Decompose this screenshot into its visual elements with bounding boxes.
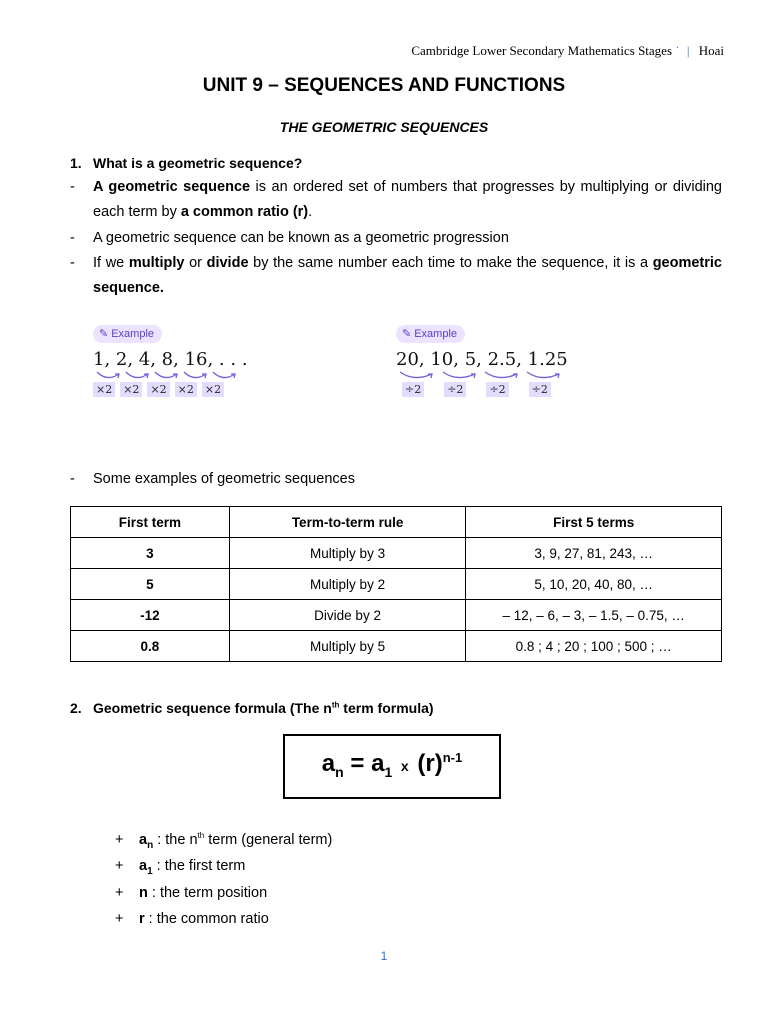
bullet-examples-text: Some examples of geometric sequences <box>93 471 355 487</box>
bullet-dash: - <box>70 471 75 487</box>
operation-label: ÷2 <box>402 382 424 397</box>
example-operations <box>93 382 248 397</box>
formula-times: x <box>400 758 409 774</box>
plus-bullet: + <box>115 885 124 901</box>
legend-symbol <box>139 858 153 877</box>
header-separator: | <box>686 43 690 58</box>
example-divide <box>396 324 568 397</box>
section-subtitle: THE GEOMETRIC SEQUENCES <box>279 119 489 135</box>
bullet-dash: - <box>70 255 75 271</box>
legend-text: : the common ratio <box>144 911 269 927</box>
curved-arrows-icon <box>396 370 566 382</box>
table-row <box>71 569 722 600</box>
section-1-heading-text: What is a geometric sequence? <box>93 155 303 171</box>
table-cell: Multiply by 5 <box>229 631 466 662</box>
plus-bullet: + <box>115 831 124 848</box>
formula-sub-1: 1 <box>384 763 393 780</box>
term-geometric-sequence: geometric sequence. <box>93 255 722 296</box>
table-cell: 3, 9, 27, 81, 243, … <box>466 538 722 569</box>
curved-arrows-icon <box>93 370 243 382</box>
header-author: Hoai <box>698 43 724 58</box>
term-divide: divide <box>206 255 249 271</box>
table-header-cell: Term-to-term rule <box>229 507 466 538</box>
plus-bullet: + <box>115 911 124 927</box>
bullet-dash: - <box>70 179 75 195</box>
table-header-cell: First 5 terms <box>466 507 722 538</box>
bullet-progression-text: A geometric sequence can be known as a geometric progression <box>93 230 509 246</box>
section-2-heading-text: Geometric sequence formula (The n <box>93 700 332 716</box>
operation-label: ×2 <box>120 382 142 397</box>
definition-middle: is an ordered set of numbers that progresses by multiplying or dividing each term by <box>93 179 722 220</box>
bullet-dash: - <box>70 230 75 246</box>
text-fragment: or <box>184 255 207 271</box>
table-row <box>71 600 722 631</box>
heading-superscript: th <box>331 700 340 710</box>
example-sequence: 20, 10, 5, 2.5, 1.25 <box>396 349 568 370</box>
symbol-letter: a <box>139 831 148 848</box>
formula-a: a <box>321 750 336 777</box>
operation-label: ×2 <box>147 382 169 397</box>
legend-item <box>115 858 245 877</box>
term-multiply: multiply <box>128 255 185 271</box>
operation-label: ÷2 <box>486 382 508 397</box>
page-header <box>411 43 724 59</box>
section-2-heading-text-end: term formula) <box>339 700 434 716</box>
example-badge <box>93 325 162 343</box>
example-operations <box>402 382 568 397</box>
legend-symbol <box>139 831 154 851</box>
table-row <box>71 631 722 662</box>
legend-symbol: n <box>139 885 148 901</box>
legend-text: : the term position <box>147 885 268 901</box>
symbol-letter: a <box>139 858 148 874</box>
bullet-multiply-divide-text <box>93 251 722 301</box>
page-number: 1 <box>380 949 388 963</box>
nth-term-formula <box>285 750 499 780</box>
legend-text: : the first term <box>152 858 246 874</box>
symbol-subscript: n <box>147 839 154 851</box>
example-sequence: 1, 2, 4, 8, 16, . . . <box>93 349 248 370</box>
table-row <box>71 538 722 569</box>
term-geometric-sequence: A geometric sequence <box>93 179 251 195</box>
text-fragment: If we <box>93 255 129 271</box>
symbol-subscript: 1 <box>147 865 153 877</box>
operation-label: ÷2 <box>444 382 466 397</box>
bullet-definition <box>70 175 722 225</box>
unit-title: UNIT 9 – SEQUENCES AND FUNCTIONS <box>202 75 566 96</box>
definition-end: . <box>308 204 313 220</box>
bullet-progression <box>70 226 722 251</box>
legend-item <box>115 885 267 901</box>
table-cell: Multiply by 3 <box>229 538 466 569</box>
example-multiply <box>93 324 248 397</box>
table-header-cell: First term <box>71 507 230 538</box>
operation-label: ×2 <box>93 382 115 397</box>
legend-symbol: r <box>139 911 145 927</box>
table-cell: – 12, – 6, – 3, – 1.5, – 0.75, … <box>466 600 722 631</box>
term-common-ratio: a common ratio (r) <box>180 204 309 220</box>
operation-label: ×2 <box>202 382 224 397</box>
bullet-definition-text <box>93 175 722 225</box>
formula-exponent: n-1 <box>442 750 463 765</box>
plus-bullet: + <box>115 858 124 874</box>
section-2-number: 2. <box>70 700 82 716</box>
table-cell: -12 <box>71 600 230 631</box>
table-cell: Multiply by 2 <box>229 569 466 600</box>
table-cell: 5, 10, 20, 40, 80, … <box>466 569 722 600</box>
header-text: Cambridge Lower Secondary Mathematics Stages <box>411 43 673 58</box>
operation-label: ÷2 <box>529 382 551 397</box>
formula-sub-n: n <box>335 763 344 780</box>
table-cell: 5 <box>71 569 230 600</box>
example-badge-label: Example <box>414 328 458 340</box>
section-1-heading <box>70 155 302 171</box>
table-cell: 0.8 <box>71 631 230 662</box>
operation-label: ×2 <box>175 382 197 397</box>
examples-table <box>70 506 722 662</box>
legend-superscript: th <box>197 831 205 840</box>
table-cell: 3 <box>71 538 230 569</box>
table-header-row <box>71 507 722 538</box>
text-fragment: by the same number each time to make the sequence, it is a <box>248 255 653 271</box>
example-badge-label: Example <box>111 328 155 340</box>
header-mark: ˙ <box>675 43 680 58</box>
legend-item <box>115 911 269 927</box>
bullet-examples <box>70 467 722 492</box>
legend-text-end: term (general term) <box>204 831 333 848</box>
pencil-icon: ✎ <box>99 328 109 340</box>
formula-equals: = <box>343 750 372 777</box>
formula-a1: a <box>371 750 385 777</box>
formula-ratio: (r) <box>417 750 443 777</box>
formula-box <box>283 734 501 799</box>
section-2-heading <box>70 700 434 716</box>
section-1-number: 1. <box>70 155 82 171</box>
legend-item <box>115 831 332 851</box>
example-badge <box>396 325 465 343</box>
pencil-icon: ✎ <box>402 328 412 340</box>
table-cell: Divide by 2 <box>229 600 466 631</box>
table-cell: 0.8 ; 4 ; 20 ; 100 ; 500 ; … <box>466 631 722 662</box>
bullet-multiply-divide <box>70 251 722 301</box>
legend-text: : the n <box>153 831 198 848</box>
